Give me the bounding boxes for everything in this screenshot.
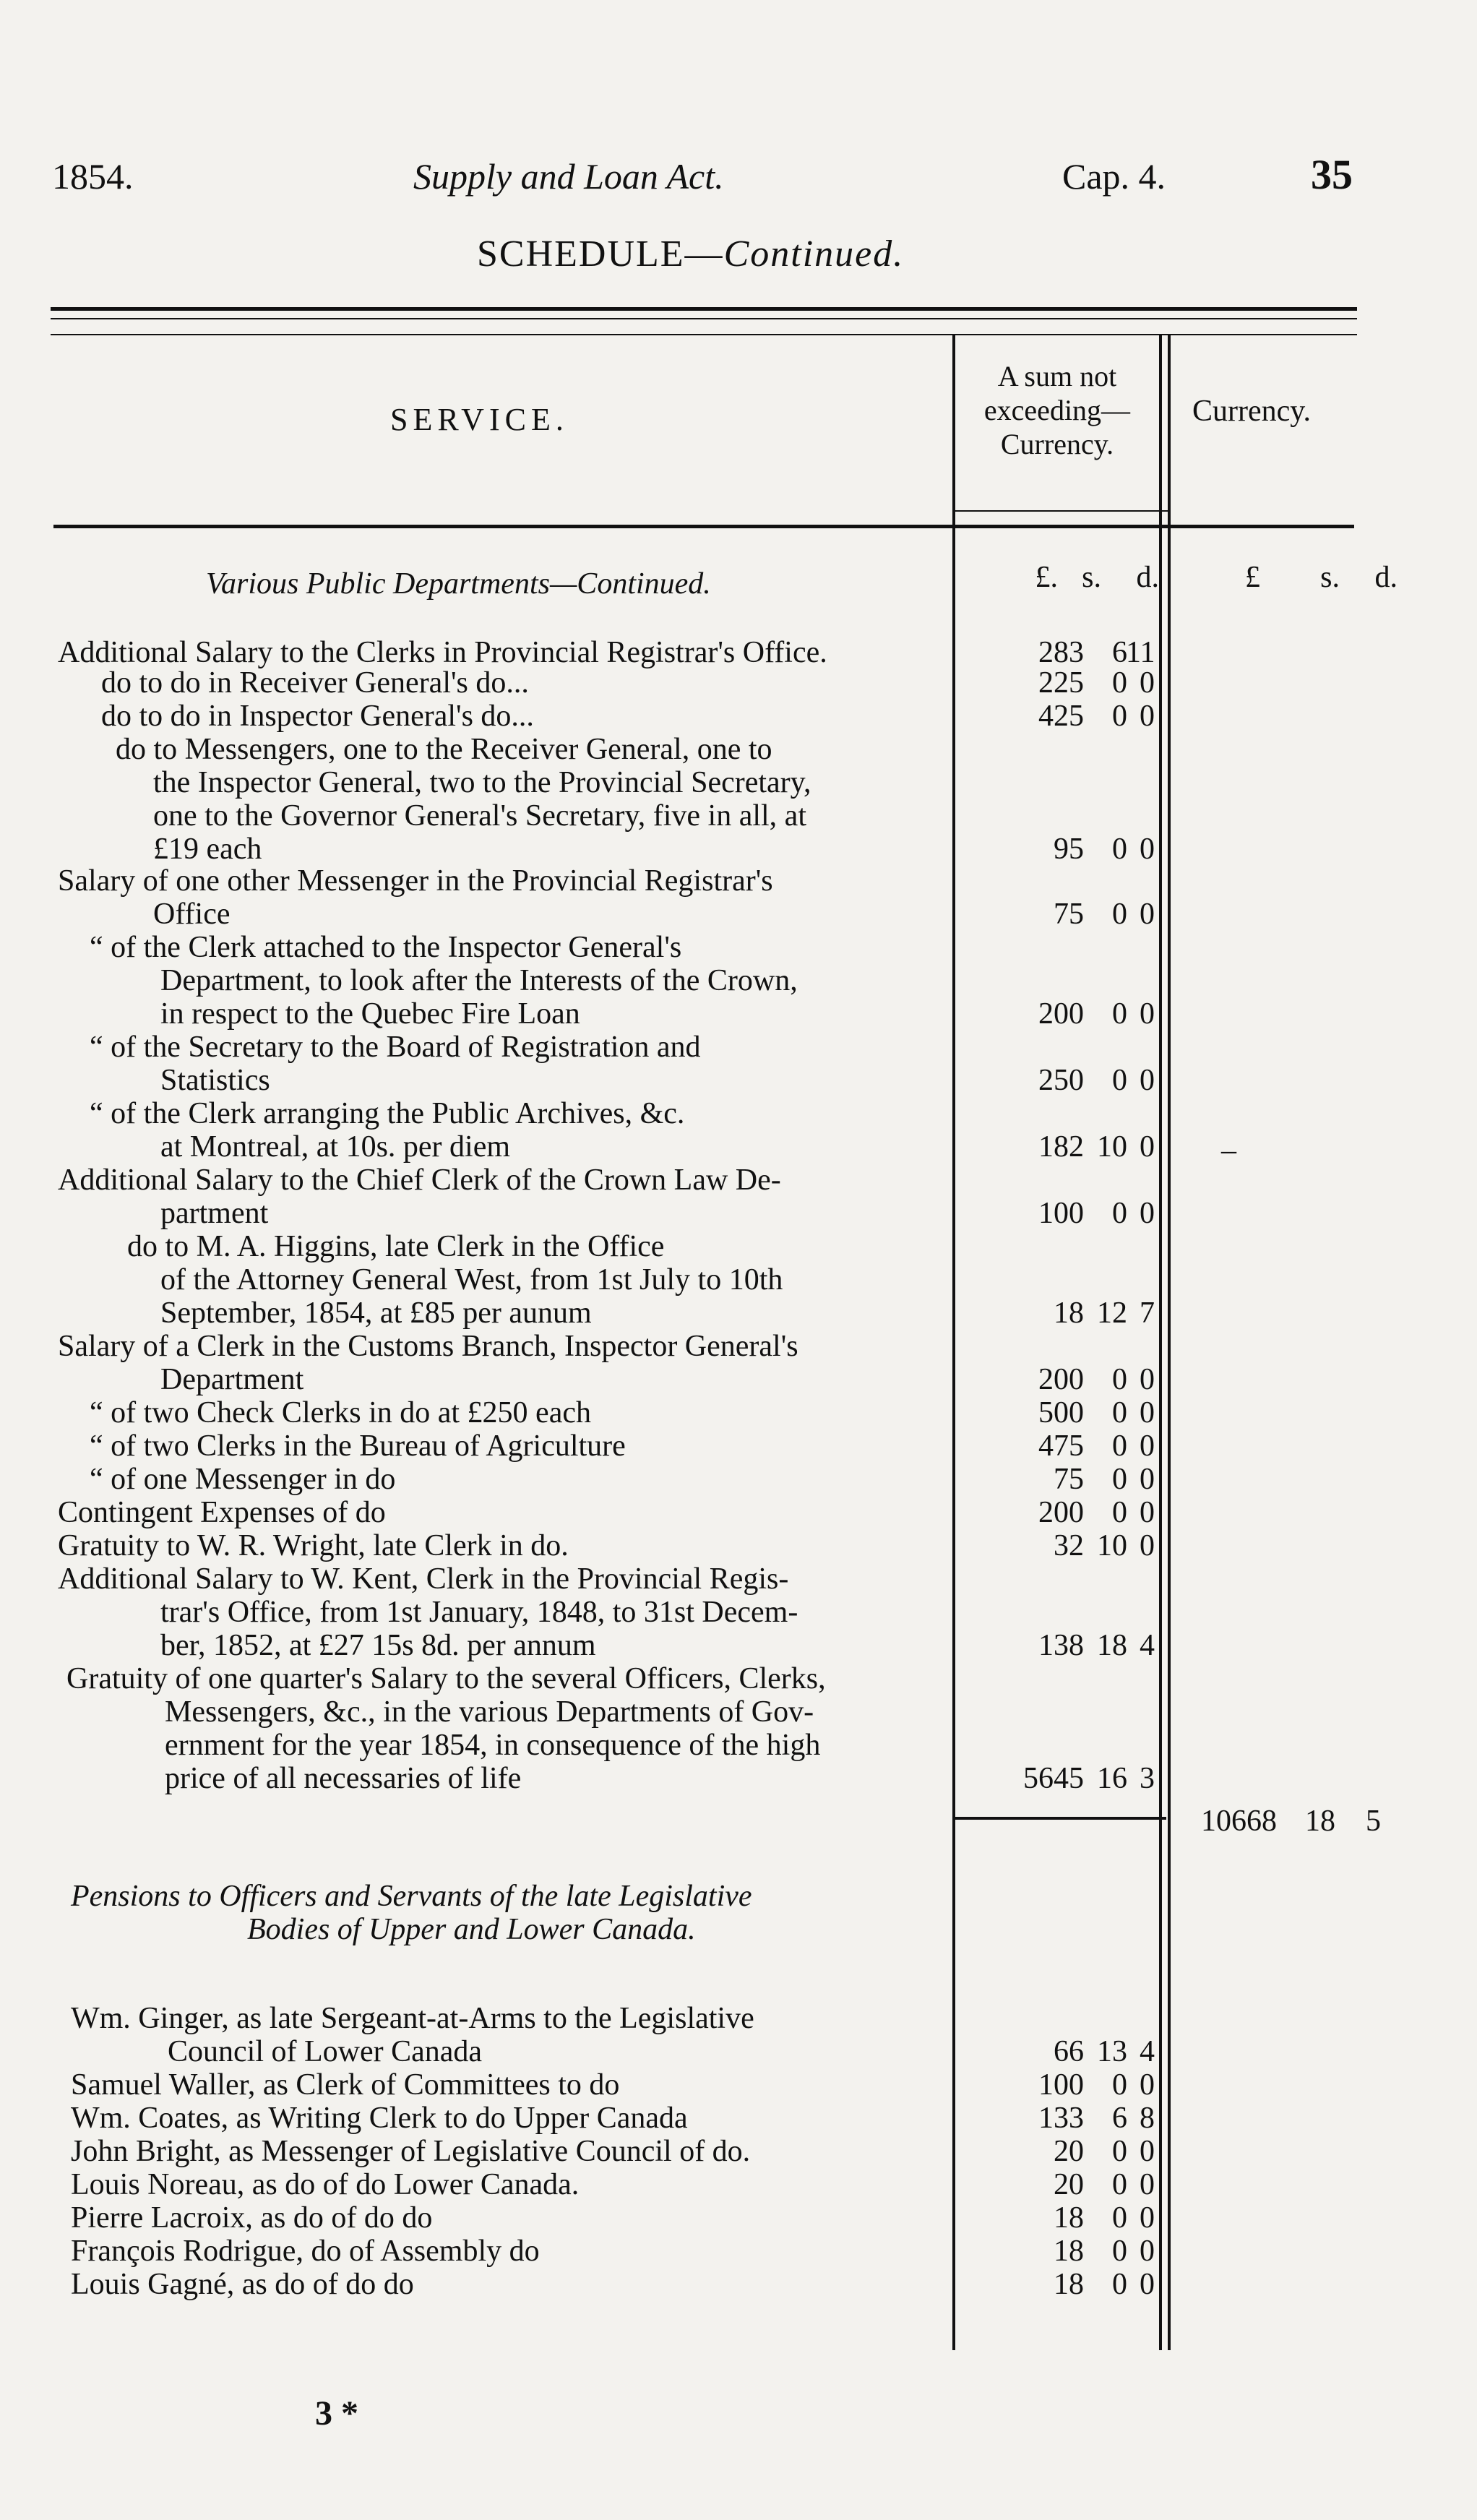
- section1-row-13-line-1: “ of two Clerks in the Bureau of Agriculture: [90, 1429, 626, 1463]
- section2-row-1-pence: 4: [1140, 2035, 1155, 2068]
- section1-row-5-pounds: 75: [1054, 898, 1084, 931]
- section1-row-4-line-3: one to the Governor General's Secretary, five in all, at: [153, 799, 806, 833]
- section2-row-6-pence: 0: [1140, 2201, 1155, 2235]
- section1-row-4-shillings: 0: [1112, 833, 1127, 866]
- section1-row-17-line-1: Additional Salary to W. Kent, Clerk in the Provincial Regis-: [58, 1562, 789, 1596]
- section2-row-5-pence: 0: [1140, 2168, 1155, 2201]
- section1-row-6-line-3: in respect to the Quebec Fire Loan: [160, 997, 580, 1031]
- section2-row-3-pounds: 133: [1038, 2102, 1084, 2135]
- section2-row-7-line-1: François Rodrigue, do of Assembly do: [71, 2235, 540, 2268]
- sum-header: [952, 359, 1162, 461]
- section1-row-3-pounds: 425: [1038, 700, 1084, 733]
- section1-total-rule: [955, 1817, 1166, 1820]
- section2-row-6-line-1: Pierre Lacroix, as do of do do: [71, 2201, 433, 2235]
- section2-heading-line1: Pensions to Officers and Servants of the late Legislative: [71, 1880, 752, 1913]
- unit-currency-shillings: s.: [1320, 561, 1340, 594]
- section1-row-16-shillings: 10: [1097, 1529, 1127, 1562]
- schedule-title-main: SCHEDULE—: [477, 233, 724, 275]
- section1-row-9-pence: 0: [1140, 1197, 1155, 1230]
- section1-row-11-pence: 0: [1140, 1363, 1155, 1396]
- page-number: 35: [1311, 151, 1353, 198]
- section1-total-pence: 5: [1366, 1805, 1381, 1838]
- section1-row-3-pence: 0: [1140, 700, 1155, 733]
- section1-row-14-pence: 0: [1140, 1463, 1155, 1496]
- section2-row-8-pence: 0: [1140, 2268, 1155, 2301]
- section1-row-1-pence: 11: [1126, 636, 1155, 669]
- section1-row-2-pounds: 225: [1038, 666, 1084, 700]
- section1-row-15-line-1: Contingent Expenses of do: [58, 1496, 386, 1529]
- service-header: SERVICE.: [390, 402, 569, 437]
- section1-row-14-pounds: 75: [1054, 1463, 1084, 1496]
- section1-row-4-line-4: £19 each: [153, 833, 262, 866]
- section2-row-2-pence: 0: [1140, 2068, 1155, 2102]
- section1-row-9-shillings: 0: [1112, 1197, 1127, 1230]
- section1-row-2-line-1: do to do in Receiver General's do...: [101, 666, 529, 700]
- section1-row-18-shillings: 16: [1097, 1762, 1127, 1795]
- section1-row-1-pounds: 283: [1038, 636, 1084, 669]
- column-rule-3: [1168, 334, 1171, 2350]
- unit-pence: d.: [1136, 561, 1159, 594]
- section2-row-2-shillings: 0: [1112, 2068, 1127, 2102]
- unit-pounds: £.: [1035, 561, 1058, 594]
- header-title: Supply and Loan Act.: [413, 156, 724, 197]
- section2-row-2-pounds: 100: [1038, 2068, 1084, 2102]
- section1-row-5-line-2: Office: [153, 898, 231, 931]
- section1-row-8-pounds: 182: [1038, 1130, 1084, 1164]
- section2-row-4-pence: 0: [1140, 2135, 1155, 2168]
- section1-row-8-line-2: at Montreal, at 10s. per diem: [160, 1130, 511, 1164]
- section1-row-4-pence: 0: [1140, 833, 1155, 866]
- section2-row-5-line-1: Louis Noreau, as do of do Lower Canada.: [71, 2168, 580, 2201]
- section1-row-4-line-1: do to Messengers, one to the Receiver General, one to: [116, 733, 772, 766]
- section1-row-9-line-2: partment: [160, 1197, 269, 1230]
- column-rule-2: [1159, 334, 1162, 2350]
- section1-row-5-shillings: 0: [1112, 898, 1127, 931]
- section1-row-9-pounds: 100: [1038, 1197, 1084, 1230]
- section1-row-13-shillings: 0: [1112, 1429, 1127, 1463]
- section1-row-7-shillings: 0: [1112, 1064, 1127, 1097]
- section1-row-10-pounds: 18: [1054, 1296, 1084, 1330]
- section1-heading: Various Public Departments—Continued.: [206, 567, 711, 601]
- section1-row-15-shillings: 0: [1112, 1496, 1127, 1529]
- section2-row-8-pounds: 18: [1054, 2268, 1084, 2301]
- section1-row-10-pence: 7: [1140, 1296, 1155, 1330]
- section1-row-12-line-1: “ of two Check Clerks in do at £250 each: [90, 1396, 591, 1429]
- section1-row-13-pounds: 475: [1038, 1429, 1084, 1463]
- section1-row-18-line-2: Messengers, &c., in the various Departments of Gov-: [165, 1695, 814, 1729]
- section1-row-1-shillings: 6: [1112, 636, 1127, 669]
- section1-dash: –: [1221, 1134, 1236, 1167]
- section1-row-4-pounds: 95: [1054, 833, 1084, 866]
- section2-row-7-pence: 0: [1140, 2235, 1155, 2268]
- section1-row-1-line-1: Additional Salary to the Clerks in Provincial Registrar's Office.: [58, 636, 827, 669]
- section1-row-4-line-2: the Inspector General, two to the Provincial Secretary,: [153, 766, 811, 799]
- section1-row-2-pence: 0: [1140, 666, 1155, 700]
- section1-row-8-shillings: 10: [1097, 1130, 1127, 1164]
- section1-row-12-pence: 0: [1140, 1396, 1155, 1429]
- section1-row-17-pence: 4: [1140, 1629, 1155, 1662]
- section1-row-11-line-1: Salary of a Clerk in the Customs Branch, Inspector General's: [58, 1330, 798, 1363]
- unit-currency-pence: d.: [1374, 561, 1398, 594]
- section2-row-5-pounds: 20: [1054, 2168, 1084, 2201]
- section1-row-16-pounds: 32: [1054, 1529, 1084, 1562]
- section2-row-1-pounds: 66: [1054, 2035, 1084, 2068]
- section1-row-16-pence: 0: [1140, 1529, 1155, 1562]
- schedule-title: [477, 233, 904, 275]
- section2-row-1-line-1: Wm. Ginger, as late Sergeant-at-Arms to the Legislative: [71, 2002, 754, 2035]
- section1-row-11-pounds: 200: [1038, 1363, 1084, 1396]
- section2-row-8-line-1: Louis Gagné, as do of do do: [71, 2268, 414, 2301]
- section1-row-18-pence: 3: [1140, 1762, 1155, 1795]
- top-rule: [51, 307, 1357, 311]
- header-chapter: Cap. 4.: [1062, 156, 1166, 197]
- section1-row-12-shillings: 0: [1112, 1396, 1127, 1429]
- section1-row-15-pence: 0: [1140, 1496, 1155, 1529]
- section1-row-18-pounds: 5645: [1023, 1762, 1084, 1795]
- currency-header: Currency.: [1192, 395, 1312, 428]
- section1-row-6-line-1: “ of the Clerk attached to the Inspector General's: [90, 931, 682, 964]
- section1-row-10-line-1: do to M. A. Higgins, late Clerk in the Office: [127, 1230, 665, 1263]
- section1-row-10-line-3: September, 1854, at £85 per aunum: [160, 1296, 592, 1330]
- section1-row-7-pence: 0: [1140, 1064, 1155, 1097]
- section2-row-3-line-1: Wm. Coates, as Writing Clerk to do Upper Canada: [71, 2102, 688, 2135]
- section2-heading-line2: Bodies of Upper and Lower Canada.: [247, 1913, 696, 1946]
- section1-row-6-pence: 0: [1140, 997, 1155, 1031]
- section1-row-8-pence: 0: [1140, 1130, 1155, 1164]
- section1-row-17-pounds: 138: [1038, 1629, 1084, 1662]
- top-rule-thin: [51, 318, 1357, 319]
- section1-total-pounds: 10668: [1201, 1805, 1277, 1838]
- section1-row-17-line-2: trar's Office, from 1st January, 1848, to 31st Decem-: [160, 1596, 798, 1629]
- section1-row-5-line-1: Salary of one other Messenger in the Provincial Registrar's: [58, 864, 773, 898]
- sum-header-line1: A sum not: [997, 360, 1117, 392]
- section2-row-8-shillings: 0: [1112, 2268, 1127, 2301]
- section2-row-5-shillings: 0: [1112, 2168, 1127, 2201]
- section1-row-5-pence: 0: [1140, 898, 1155, 931]
- section1-row-10-line-2: of the Attorney General West, from 1st July to 10th: [160, 1263, 783, 1296]
- section1-row-9-line-1: Additional Salary to the Chief Clerk of the Crown Law De-: [58, 1164, 781, 1197]
- section1-row-18-line-3: ernment for the year 1854, in consequence of the high: [165, 1729, 821, 1762]
- section2-row-1-shillings: 13: [1097, 2035, 1127, 2068]
- unit-currency-pounds: £: [1245, 561, 1260, 594]
- section1-row-14-shillings: 0: [1112, 1463, 1127, 1496]
- sum-header-line2: exceeding—: [983, 394, 1131, 426]
- section1-row-11-shillings: 0: [1112, 1363, 1127, 1396]
- sum-header-line3: Currency.: [1000, 428, 1114, 460]
- section1-row-10-shillings: 12: [1097, 1296, 1127, 1330]
- header-under-rule-thin: [952, 510, 1169, 512]
- section2-row-4-shillings: 0: [1112, 2135, 1127, 2168]
- header-under-rule: [53, 525, 1354, 528]
- section1-row-13-pence: 0: [1140, 1429, 1155, 1463]
- section1-row-3-shillings: 0: [1112, 700, 1127, 733]
- signature-mark: 3 *: [315, 2394, 358, 2433]
- section2-row-4-line-1: John Bright, as Messenger of Legislative Council of do.: [71, 2135, 751, 2168]
- section2-row-3-shillings: 6: [1112, 2102, 1127, 2135]
- header-year: 1854.: [52, 156, 134, 197]
- section1-row-16-line-1: Gratuity to W. R. Wright, late Clerk in do.: [58, 1529, 569, 1562]
- section1-row-7-line-1: “ of the Secretary to the Board of Registration and: [90, 1031, 701, 1064]
- section1-total-shillings: 18: [1305, 1805, 1335, 1838]
- section1-row-7-line-2: Statistics: [160, 1064, 270, 1097]
- section1-row-8-line-1: “ of the Clerk arranging the Public Archives, &c.: [90, 1097, 685, 1130]
- section1-row-6-shillings: 0: [1112, 997, 1127, 1031]
- section2-row-4-pounds: 20: [1054, 2135, 1084, 2168]
- section1-row-2-shillings: 0: [1112, 666, 1127, 700]
- section2-row-3-pence: 8: [1140, 2102, 1155, 2135]
- section1-row-11-line-2: Department: [160, 1363, 304, 1396]
- section1-row-3-line-1: do to do in Inspector General's do...: [101, 700, 534, 733]
- section1-row-15-pounds: 200: [1038, 1496, 1084, 1529]
- section1-row-18-line-4: price of all necessaries of life: [165, 1762, 522, 1795]
- unit-shillings: s.: [1082, 561, 1101, 594]
- section1-row-7-pounds: 250: [1038, 1064, 1084, 1097]
- section1-row-17-line-3: ber, 1852, at £27 15s 8d. per annum: [160, 1629, 596, 1662]
- section2-row-7-shillings: 0: [1112, 2235, 1127, 2268]
- section1-row-17-shillings: 18: [1097, 1629, 1127, 1662]
- section2-row-6-pounds: 18: [1054, 2201, 1084, 2235]
- section2-row-2-line-1: Samuel Waller, as Clerk of Committees to do: [71, 2068, 620, 2102]
- schedule-title-continued: Continued.: [723, 233, 905, 275]
- section2-row-1-line-2: Council of Lower Canada: [168, 2035, 483, 2068]
- section1-row-6-pounds: 200: [1038, 997, 1084, 1031]
- section2-row-7-pounds: 18: [1054, 2235, 1084, 2268]
- section1-row-18-line-1: Gratuity of one quarter's Salary to the several Officers, Clerks,: [66, 1662, 826, 1695]
- section1-row-14-line-1: “ of one Messenger in do: [90, 1463, 396, 1496]
- section1-row-12-pounds: 500: [1038, 1396, 1084, 1429]
- section2-row-6-shillings: 0: [1112, 2201, 1127, 2235]
- section1-row-6-line-2: Department, to look after the Interests of the Crown,: [160, 964, 798, 997]
- column-rule-1: [952, 334, 955, 2350]
